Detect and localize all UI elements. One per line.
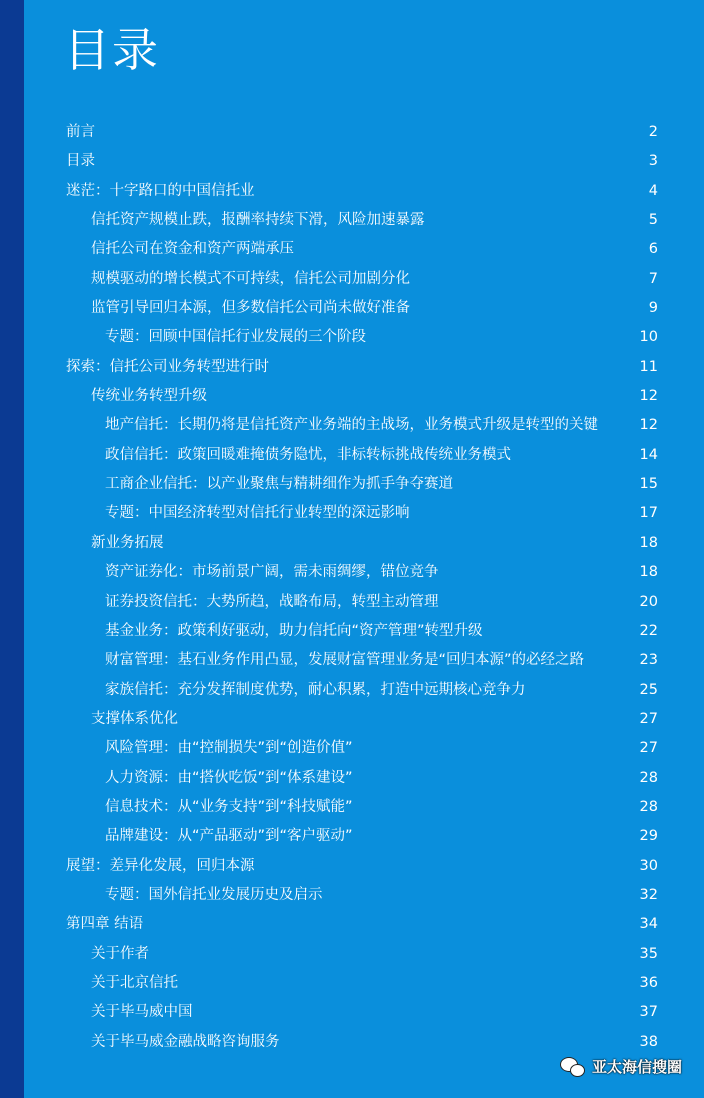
toc-entry[interactable]: [0, 441, 704, 470]
toc-entry-page: 4: [648, 182, 658, 199]
toc-entry-page: 32: [639, 886, 658, 903]
toc-entry-page: 38: [639, 1033, 658, 1050]
toc-entry-page: 20: [639, 593, 658, 610]
toc-entry-label: 专题：国外信托业发展历史及启示: [105, 886, 323, 903]
toc-entry-page: 36: [639, 974, 658, 991]
toc-entry-label: 证券投资信托：大势所趋，战略布局，转型主动管理: [105, 593, 439, 610]
toc-entry[interactable]: [0, 558, 704, 587]
toc-entry-label: 前言: [66, 124, 95, 140]
toc-entry-label: 新业务拓展: [91, 534, 164, 551]
toc-entry-page: 18: [639, 534, 658, 551]
toc-entry-page: 5: [648, 212, 658, 229]
toc-entry[interactable]: [0, 118, 704, 147]
toc-entry[interactable]: [0, 822, 704, 851]
toc-entry[interactable]: [0, 382, 704, 411]
toc-entry-page: 35: [639, 945, 658, 962]
wechat-icon: [560, 1057, 586, 1077]
toc-entry-page: 12: [639, 388, 658, 405]
toc-entry[interactable]: [0, 676, 704, 705]
toc-entry-label: 关于毕马威中国: [91, 1004, 193, 1021]
toc-entry-label: 信托公司在资金和资产两端承压: [91, 241, 294, 258]
toc-entry[interactable]: [0, 646, 704, 675]
toc-entry-page: 27: [639, 710, 658, 727]
watermark-text: 亚太海信搜圈: [591, 1058, 682, 1076]
toc-entry[interactable]: [0, 734, 704, 763]
toc-entry[interactable]: [0, 499, 704, 528]
toc-entry-page: 22: [639, 622, 658, 639]
toc-entry-label: 专题：回顾中国信托行业发展的三个阶段: [105, 329, 366, 346]
toc-entry-page: 11: [639, 358, 658, 375]
toc-entry[interactable]: [0, 353, 704, 382]
toc-entry[interactable]: [0, 294, 704, 323]
toc-entry[interactable]: [0, 793, 704, 822]
toc-entry-label: 家族信托：充分发挥制度优势，耐心积累，打造中远期核心竞争力: [105, 681, 526, 698]
toc-entry-label: 监管引导回归本源，但多数信托公司尚未做好准备: [91, 300, 410, 317]
toc-entry-label: 目录: [66, 153, 95, 170]
toc-entry[interactable]: [0, 881, 704, 910]
toc-entry-label: 人力资源：由“搭伙吃饭”到“体系建设”: [105, 769, 353, 786]
toc-entry[interactable]: [0, 206, 704, 235]
toc-entry-page: 15: [639, 476, 658, 493]
toc-entry-page: 2: [648, 124, 658, 140]
toc-entry-label: 第四章 结语: [66, 916, 144, 933]
watermark: [560, 1056, 682, 1077]
toc-entry-label: 地产信托：长期仍将是信托资产业务端的主战场，业务模式升级是转型的关键: [105, 417, 598, 434]
toc-entry-label: 政信信托：政策回暖难掩债务隐忧，非标转标挑战传统业务模式: [105, 446, 511, 463]
toc-entry-page: 14: [639, 446, 658, 463]
toc-entry-label: 信托资产规模止跌，报酬率持续下滑，风险加速暴露: [91, 212, 425, 229]
toc-entry[interactable]: [0, 323, 704, 352]
toc-entry-label: 财富管理：基石业务作用凸显，发展财富管理业务是“回归本源”的必经之路: [105, 652, 585, 669]
toc-entry[interactable]: [0, 529, 704, 558]
toc-entry[interactable]: [0, 910, 704, 939]
page-title: 目录: [64, 23, 160, 77]
toc-entry[interactable]: [0, 969, 704, 998]
toc-entry-page: 3: [648, 153, 658, 170]
toc-entry-page: 37: [639, 1004, 658, 1021]
table-of-contents: [0, 118, 704, 1057]
toc-entry-label: 关于毕马威金融战略咨询服务: [91, 1033, 280, 1050]
toc-entry-page: 29: [639, 828, 658, 845]
toc-entry-label: 规模驱动的增长模式不可持续，信托公司加剧分化: [91, 270, 410, 287]
toc-entry[interactable]: [0, 617, 704, 646]
toc-entry-label: 关于作者: [91, 945, 149, 962]
toc-entry[interactable]: [0, 998, 704, 1027]
toc-entry[interactable]: [0, 265, 704, 294]
toc-entry[interactable]: [0, 177, 704, 206]
toc-entry-page: 9: [648, 300, 658, 317]
toc-entry-label: 专题：中国经济转型对信托行业转型的深远影响: [105, 505, 410, 522]
toc-entry[interactable]: [0, 470, 704, 499]
toc-entry-label: 展望：差异化发展，回归本源: [66, 857, 255, 874]
toc-entry[interactable]: [0, 852, 704, 881]
toc-entry-label: 关于北京信托: [91, 974, 178, 991]
toc-entry-label: 资产证券化：市场前景广阔，需未雨绸缪，错位竞争: [105, 564, 439, 581]
toc-entry-page: 10: [639, 329, 658, 346]
toc-entry-label: 迷茫：十字路口的中国信托业: [66, 182, 255, 199]
toc-entry-page: 18: [639, 564, 658, 581]
toc-entry-page: 6: [648, 241, 658, 258]
toc-entry[interactable]: [0, 588, 704, 617]
toc-entry[interactable]: [0, 940, 704, 969]
toc-entry-page: 30: [639, 857, 658, 874]
toc-entry-label: 品牌建设：从“产品驱动”到“客户驱动”: [105, 828, 353, 845]
toc-entry-page: 23: [639, 652, 658, 669]
toc-entry-page: 28: [639, 798, 658, 815]
toc-entry[interactable]: [0, 235, 704, 264]
toc-entry-label: 信息技术：从“业务支持”到“科技赋能”: [105, 798, 353, 815]
toc-entry-label: 工商企业信托：以产业聚焦与精耕细作为抓手争夺赛道: [105, 476, 453, 493]
toc-entry-page: 7: [648, 270, 658, 287]
toc-entry-label: 支撑体系优化: [91, 710, 178, 727]
toc-entry-page: 28: [639, 769, 658, 786]
toc-entry-label: 基金业务：政策利好驱动，助力信托向“资产管理”转型升级: [105, 622, 483, 639]
toc-entry-page: 17: [639, 505, 658, 522]
toc-entry[interactable]: [0, 705, 704, 734]
toc-entry-label: 风险管理：由“控制损失”到“创造价值”: [105, 740, 353, 757]
toc-entry[interactable]: [0, 764, 704, 793]
toc-entry[interactable]: [0, 147, 704, 176]
toc-entry-label: 探索：信托公司业务转型进行时: [66, 358, 269, 375]
toc-entry-page: 25: [639, 681, 658, 698]
toc-entry-page: 34: [639, 916, 658, 933]
toc-entry-page: 27: [639, 740, 658, 757]
toc-entry-page: 12: [639, 417, 658, 434]
toc-entry[interactable]: [0, 1028, 704, 1057]
toc-entry-label: 传统业务转型升级: [91, 388, 207, 405]
toc-entry[interactable]: [0, 411, 704, 440]
